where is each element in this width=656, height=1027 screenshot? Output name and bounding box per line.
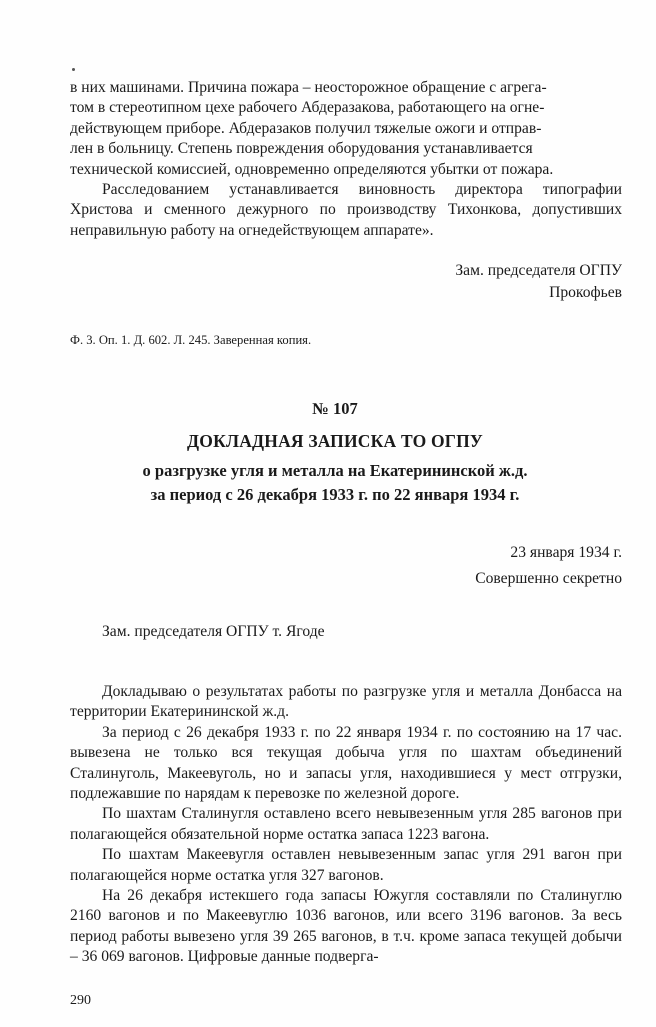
subtitle-line: за период с 26 декабря 1933 г. по 22 января 1934 г. bbox=[150, 484, 520, 504]
subtitle-line: о разгрузке угля и металла на Екатерининской ж.д. bbox=[142, 461, 528, 480]
paragraph: По шахтам Сталинугля оставлено всего невывезенным угля 285 вагонов при полагающейся обязательной норме остатка запаса 1223 вагона. bbox=[70, 805, 622, 843]
document-subtitle bbox=[40, 459, 630, 506]
archive-reference: Ф. 3. Оп. 1. Д. 602. Л. 245. Заверенная копия. bbox=[70, 333, 312, 347]
signature-position: Зам. председателя ОГПУ bbox=[455, 262, 622, 279]
paragraph: На 26 декабря истекшего года запасы Южугля составляли по Сталинуглю 2160 вагонов и по Макеевуглю 1036 вагонов, или всего 3196 вагонов. За весь период работы вывезено угля 39 265 вагонов, в т.ч. кроме запаса текущей добычи – 36 069 вагонов. Цифровые данные подверга- bbox=[70, 887, 622, 966]
text-line: лен в больницу. Степень повреждения оборудования устанавливается bbox=[70, 140, 533, 158]
document-date: 23 января 1934 г. bbox=[510, 544, 622, 561]
page-number: 290 bbox=[70, 993, 91, 1008]
paragraph: Докладываю о результатах работы по разгрузке угля и металла Донбасса на территории Екатерининской ж.д. bbox=[70, 683, 622, 721]
signature-name: Прокофьев bbox=[549, 284, 622, 301]
previous-document-text bbox=[70, 78, 622, 241]
classification-stamp: Совершенно секретно bbox=[475, 570, 622, 587]
paragraph: За период с 26 декабря 1933 г. по 22 января 1934 г. по состоянию на 17 час. вывезена не только вся текущая добыча угля по шахтам объединений Сталинуголь, Макеевуголь, но и запасы угля, находившиеся у мест отгрузки, подлежавшие по нарядам к перевозке по железной дороге. bbox=[70, 723, 622, 803]
text-line: технической комиссией, одновременно определяются убытки от пожара. bbox=[70, 160, 554, 178]
paragraph: Расследованием устанавливается виновность директора типографии Христова и сменного дежурного по производству Тихонкова, допустивших неправильную работу на огнедействующем аппарате». bbox=[70, 181, 622, 239]
text-line: том в стереотипном цехе рабочего Абдеразакова, работающего на огне- bbox=[70, 99, 545, 117]
document-body bbox=[70, 682, 622, 968]
document-number: № 107 bbox=[312, 399, 358, 418]
document-title: ДОКЛАДНАЯ ЗАПИСКА ТО ОГПУ bbox=[187, 431, 483, 451]
addressee: Зам. председателя ОГПУ т. Ягоде bbox=[102, 623, 325, 640]
text-line: действующем приборе. Абдеразаков получил тяжелые ожоги и отправ- bbox=[70, 119, 542, 137]
scan-speck bbox=[72, 68, 75, 71]
paragraph: По шахтам Макеевугля оставлен невывезенным запас угля 291 вагон при полагающейся норме остатка угля 327 вагонов. bbox=[70, 846, 622, 884]
text-line: в них машинами. Причина пожара – неосторожное обращение с агрега- bbox=[70, 79, 547, 96]
